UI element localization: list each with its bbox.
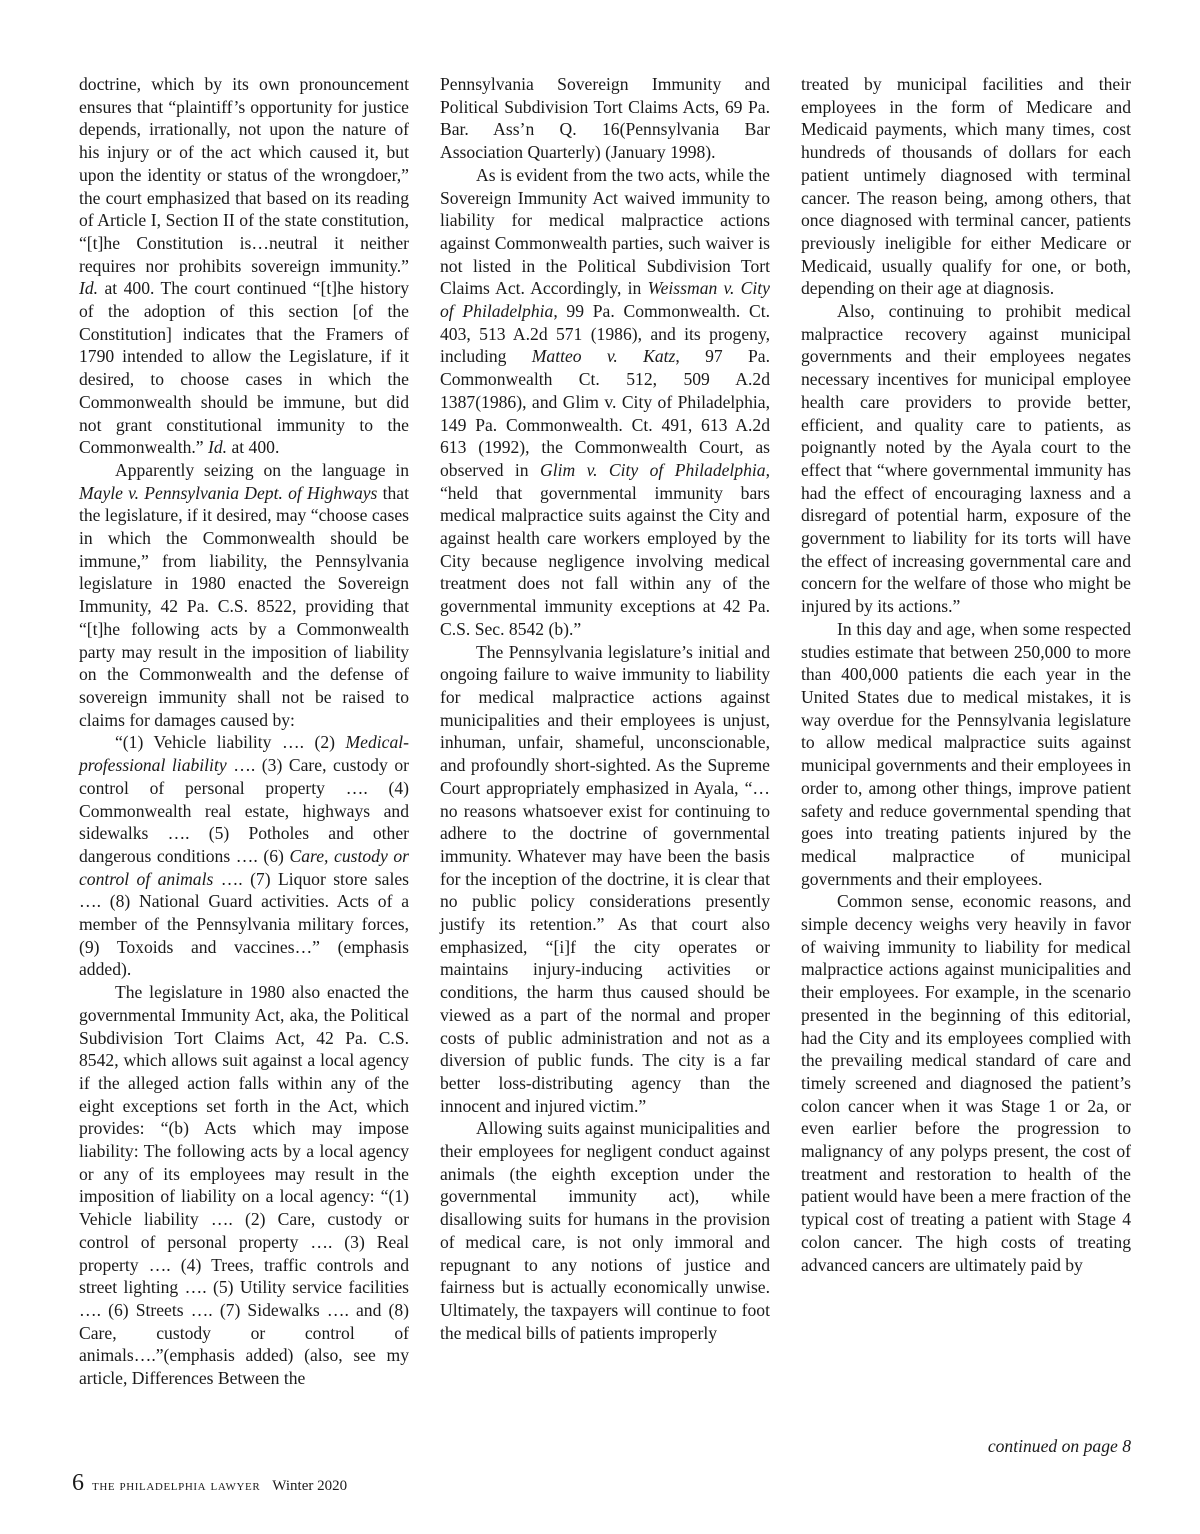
text-run: doctrine, which by its own pronouncement ensures that “plaintiff’s opportunity for justice depends, irrationally, not upon the nature of his injury or of the act which caused it, but upon the identity or status of the wrongdoer,” the court emphasized that based on its reading of Article I, Section II of the state constitution, “[t]he Constitution is…neutral it neither requires nor prohibits sovereign immunity.” (79, 74, 409, 276)
text-run: at 400. (227, 437, 280, 458)
italic-citation: Mayle v. Pennsylvania Dept. of Highways (79, 482, 378, 503)
text-run: The Pennsylvania legislature’s initial and ongoing failure to waive immunity to liability for medical malpractice actions against municipalities and their employees is unjust, inhuman, unfair, shameful, unconscionable, and profoundly short-sighted. As the Supreme Court appropriately emphasized in Ayala, “…no reasons whatsoever exist for continuing to adhere to the doctrine of governmental immunity. Whatever may have been the basis for the inception of the doctrine, it is clear that no public policy considerations presently justify its retention.” As that court also emphasized, “[i]f the city operates or maintains injury-inducing activities or conditions, the harm thus caused should be viewed as a part of the normal and proper costs of public administration and not as a diversion of public funds. The city is a far better loss-distributing agency than the innocent and injured victim.” (440, 641, 770, 1116)
paragraph (79, 73, 409, 459)
text-run: …. (3) Care, custody or control of personal property …. (4) Commonwealth real estate, highways and sidewalks …. (5) Potholes and other dangerous conditions …. (6) (79, 755, 409, 866)
paragraph (801, 618, 1131, 890)
text-run: at 400. The court continued “[t]he history of the adoption of this section [of the Constitution] indicates that the Framers of 1790 intended to allow the Legislature, if it desired, to choose cases in which the Commonwealth should be immune, but did not grant constitutional immunity to the Commonwealth.” (79, 278, 409, 458)
page-footer (72, 1470, 347, 1497)
paragraph (801, 73, 1131, 300)
text-run: that the legislature, if it desired, may “choose cases in which the Commonwealth should be immune,” from liability, the Pennsylvania legislature in 1980 enacted the Sovereign Immunity, 42 Pa. C.S. 8522, providing that “[t]he following acts by a Commonwealth party may result in the imposition of liability on the Commonwealth and the defense of sovereign immunity shall not be raised to claims for damages caused by: (79, 482, 410, 730)
text-run: , 99 Pa. Commonwealth. Ct. 403, 513 A.2d 571 (1986), and its progeny, including (440, 301, 771, 367)
issue-date: Winter 2020 (272, 1478, 348, 1494)
text-run: In this day and age, when some respected studies estimate that between 250,000 to more than 400,000 patients die each year in the United States due to medical mistakes, it is way overdue for the Pennsylvania legislature to allow medical malpractice suits against municipal governments and their employees in order to, among other things, improve patient safety and reduce governmental spending that goes into treating patients injured by the medical malpractice of municipal governments and their employees. (801, 618, 1131, 889)
paragraph (801, 890, 1131, 1276)
text-run: Pennsylvania Sovereign Immunity and Political Subdivision Tort Claims Acts, 69 Pa. Bar. Ass’n Q. 16(Pennsylvania Bar Association Quarterly) (January 1998). (440, 74, 770, 163)
italic-citation: Medical-professional liability (79, 732, 409, 776)
column-3 (801, 73, 1131, 1458)
text-run: As is evident from the two acts, while the Sovereign Immunity Act waived immunity to liability for medical malpractice actions against Commonwealth parties, such waiver is not listed in the Political Subdivision Tort Claims Act. Accordingly, in (440, 164, 770, 299)
text-run: Common sense, economic reasons, and simple decency weighs very heavily in favor of waiving immunity to liability for medical malpractice actions against municipalities and their employees. For example, in the scenario presented in the beginning of this editorial, had the City and its employees complied with the prevailing medical standard of care and timely screened and diagnosed the patient’s colon cancer when it was Stage 1 or 2a, or even earlier before the progression to malignancy of any polyps present, the cost of treatment and restoration to health of the patient would have been a mere fraction of the typical cost of treating a patient with Stage 4 colon cancer. The high costs of treating advanced cancers are ultimately paid by (801, 891, 1131, 1275)
text-run: Also, continuing to prohibit medical malpractice recovery against municipal governments and their employees negates necessary incentives for municipal employee health care providers to provide better, efficient, and quality care to patients, as poignantly noted by the Ayala court to the effect that “where governmental immunity has had the effect of encouraging laxness and a disregard of potential harm, exposure of the government to liability for its torts will have the effect of increasing governmental care and concern for the welfare of those who might be injured by its actions.” (801, 301, 1131, 617)
text-run: treated by municipal facilities and their employees in the form of Medicare and Medicaid payments, which many times, cost hundreds of thousands of dollars for each patient untimely diagnosed with terminal cancer. The reason being, among others, that once diagnosed with terminal cancer, patients previously ineligible for either Medicare or Medicaid, usually qualify for one, or both, depending on their age at diagnosis. (801, 74, 1131, 299)
text-run: , “held that governmental immunity bars medical malpractice suits against the City and against health care workers employed by the City because negligence involving medical treatment does not fall within any of the governmental immunity exceptions at 42 Pa. C.S. Sec. 8542 (b).” (440, 459, 770, 639)
text-run: Allowing suits against municipalities and their employees for negligent conduct against animals (the eighth exception under the governmental immunity act), while disallowing suits for humans in the provision of medical care, is not only immoral and repugnant to any notions of justice and fairness but is actually economically unwise. Ultimately, the taxpayers will continue to foot the medical bills of patients improperly (440, 1118, 770, 1343)
paragraph (801, 300, 1131, 618)
italic-citation: Matteo v. Katz (531, 346, 676, 367)
text-run: , 97 Pa. Commonwealth Ct. 512, 509 A.2d 1387(1986), and Glim v. City of Philadelphia, 149 Pa. Commonwealth. Ct. 491, 613 A.2d 613 (1992), the Commonwealth Court, as observed in (440, 346, 770, 480)
text-run: …. (7) Liquor store sales …. (8) National Guard activities. Acts of a member of the Pennsylvania military forces, (9) Toxoids and vaccines…” (emphasis added). (79, 868, 409, 980)
paragraph (79, 981, 409, 1390)
italic-citation: Weissman v. City of Philadelphia (440, 278, 770, 322)
publication-name: the philadelphia lawyer (92, 1478, 261, 1494)
paragraph (440, 73, 770, 164)
paragraph (440, 164, 770, 641)
text-run: “(1) Vehicle liability …. (2) (115, 732, 346, 753)
continued-notice: continued on page 8 (987, 1436, 1131, 1457)
column-2 (440, 73, 770, 1458)
paragraph (440, 1117, 770, 1344)
text-run: The legislature in 1980 also enacted the governmental Immunity Act, aka, the Political Subdivision Tort Claims Act, 42 Pa. C.S. 8542, which allows suit against a local agency if the alleged action falls within any of the eight exceptions set forth in the Act, which provides: “(b) Acts which may impose liability: The following acts by a local agency or any of its employees may result in the imposition of liability on a local agency: “(1) Vehicle liability …. (2) Care, custody or control of personal property …. (3) Real property …. (4) Trees, traffic controls and street lighting …. (5) Utility service facilities …. (6) Streets …. (7) Sidewalks …. and (8) Care, custody or control of animals….”(emphasis added) (also, see my article, Differences Between the (79, 982, 409, 1389)
paragraph (440, 641, 770, 1118)
italic-citation: Id. (208, 437, 228, 458)
article-body (79, 73, 1131, 1458)
page-number: 6 (72, 1470, 84, 1496)
column-1 (79, 73, 409, 1458)
paragraph (79, 459, 409, 731)
italic-citation: Care, custody or control of animals (79, 845, 409, 889)
text-run: Apparently seizing on the language in (115, 459, 409, 480)
italic-citation: Id. (79, 278, 99, 299)
italic-citation: Glim v. City of Philadelphia (540, 459, 766, 480)
statute-quote-paragraph (79, 731, 409, 981)
